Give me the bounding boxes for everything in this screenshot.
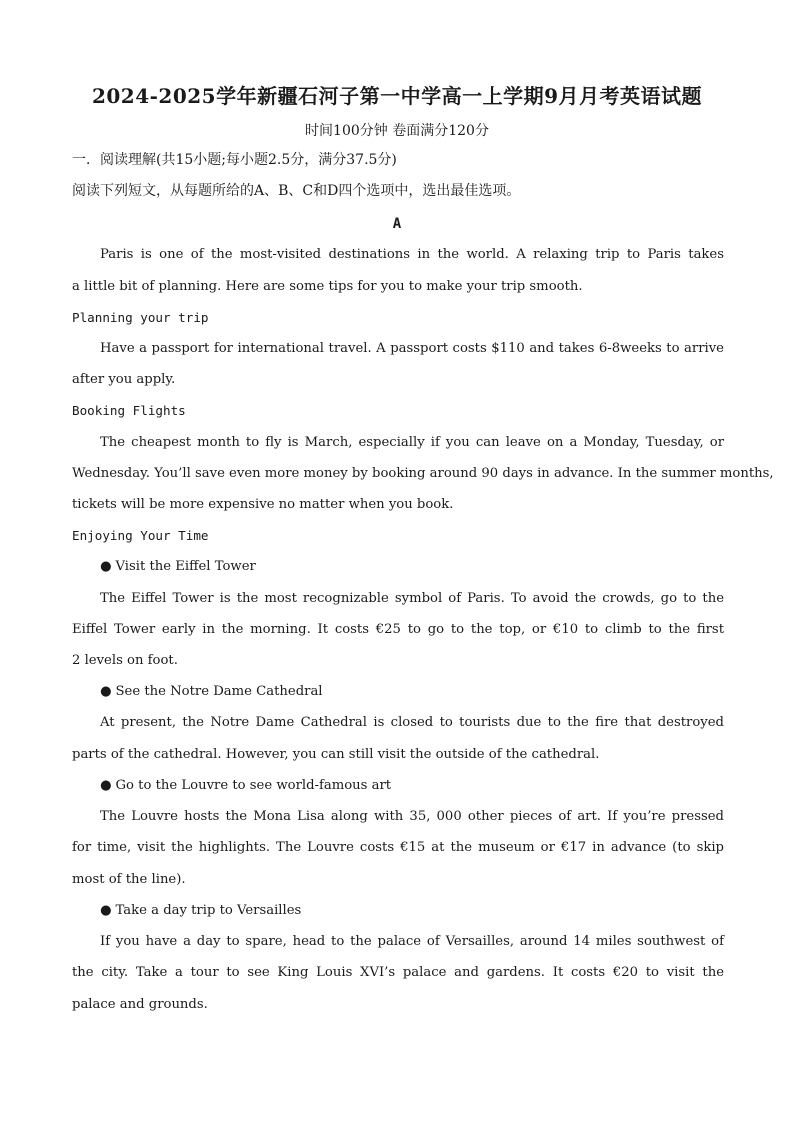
- notre-title: See the Notre Dame Cathedral: [115, 684, 323, 699]
- bullet-icon: ●: [100, 778, 112, 793]
- versailles-line-1: If you have a day to spare, head to the palace of Versailles, around 14 miles southwest of: [100, 934, 724, 949]
- eiffel-line-1: The Eiffel Tower is the most recognizable symbol of Paris. To avoid the crowds, go to the: [100, 591, 724, 606]
- planning-heading: Planning your trip: [72, 310, 209, 325]
- booking-line-1: The cheapest month to fly is March, especially if you can leave on a Monday, Tuesday, or: [100, 435, 724, 450]
- intro-line-1: Paris is one of the most-visited destinations in the world. A relaxing trip to Paris takes: [100, 247, 724, 262]
- eiffel-title: Visit the Eiffel Tower: [115, 559, 256, 574]
- bullet-icon: ●: [100, 559, 112, 574]
- exam-subtitle: 时间100分钟 卷面满分120分: [305, 123, 489, 139]
- versailles-line-2: the city. Take a tour to see King Louis XVI’s palace and gardens. It costs €20 to visit the: [72, 965, 724, 980]
- eiffel-line-2: Eiffel Tower early in the morning. It costs €25 to go to the top, or €10 to climb to the first: [72, 622, 724, 637]
- versailles-title: Take a day trip to Versailles: [115, 903, 302, 918]
- instruction: 阅读下列短文，从每题所给的A、B、C和D四个选项中，选出最佳选项。: [72, 183, 521, 199]
- planning-line-1: Have a passport for international travel. A passport costs $110 and takes 6-8weeks to arrive: [100, 341, 724, 356]
- intro-line-2: a little bit of planning. Here are some tips for you to make your trip smooth.: [72, 279, 583, 294]
- exam-title: 2024-2025学年新疆石河子第一中学高一上学期9月月考英语试题: [91, 84, 703, 108]
- bullet-icon: ●: [100, 684, 112, 699]
- louvre-line-1: The Louvre hosts the Mona Lisa along with 35, 000 other pieces of art. If you’re pressed: [100, 809, 724, 824]
- part-heading: 一．阅读理解(共15小题;每小题2.5分，满分37.5分): [72, 152, 397, 168]
- booking-line-2: Wednesday. You’ll save even more money by booking around 90 days in advance. In the summer months,: [72, 466, 774, 481]
- versailles-line-3: palace and grounds.: [72, 997, 208, 1012]
- booking-line-3: tickets will be more expensive no matter when you book.: [72, 497, 454, 512]
- versailles-bullet: [72, 902, 724, 920]
- eiffel-bullet: [72, 558, 724, 576]
- louvre-bullet: [72, 777, 724, 795]
- louvre-line-3: most of the line).: [72, 872, 186, 887]
- booking-heading: Booking Flights: [72, 403, 186, 418]
- louvre-title: Go to the Louvre to see world-famous art: [115, 778, 392, 793]
- planning-line-2: after you apply.: [72, 372, 176, 387]
- notre-line-1: At present, the Notre Dame Cathedral is closed to tourists due to the fire that destroyed: [100, 715, 724, 730]
- section-label: A: [392, 216, 402, 232]
- bullet-icon: ●: [100, 903, 112, 918]
- louvre-line-2: for time, visit the highlights. The Louvre costs €15 at the museum or €17 in advance (to skip: [72, 840, 724, 855]
- eiffel-line-3: 2 levels on foot.: [72, 653, 178, 668]
- enjoying-heading: Enjoying Your Time: [72, 528, 209, 543]
- notre-bullet: [72, 683, 724, 701]
- notre-line-2: parts of the cathedral. However, you can still visit the outside of the cathedral.: [72, 747, 600, 762]
